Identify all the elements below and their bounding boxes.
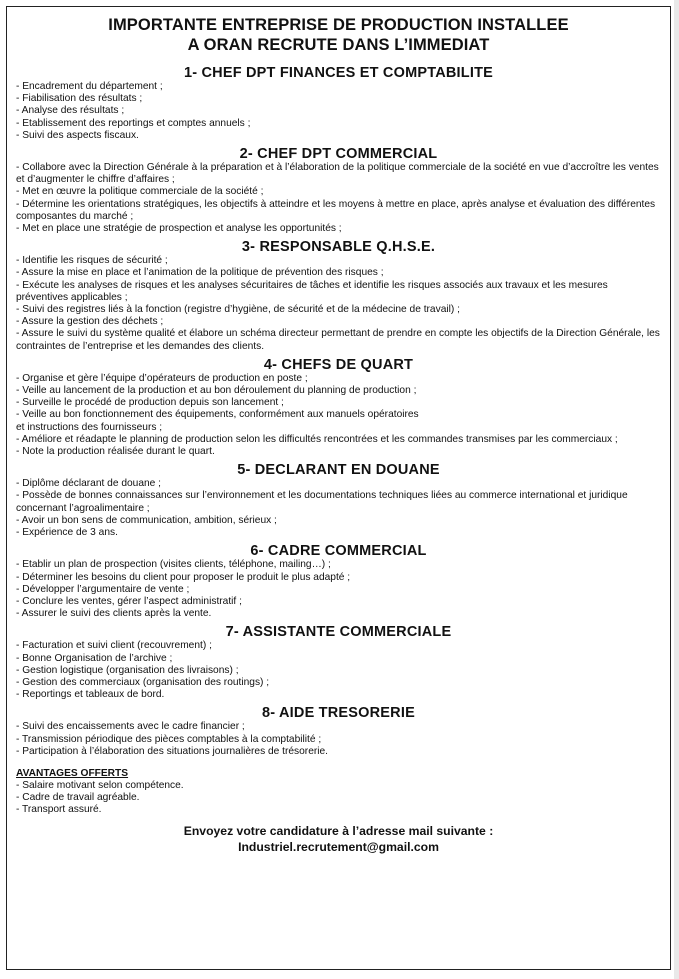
list-item: - Collabore avec la Direction Générale à la préparation et à l’élaboration de la politique commerciale de la société en vue d’accroître les ventes et d’augmenter le chiffre d’affaires ; [16, 162, 659, 186]
list-item: - Veille au lancement de la production et au bon déroulement du planning de production ; [16, 385, 417, 397]
section-title: 5- DECLARANT EN DOUANE [237, 462, 440, 479]
job-advert [6, 6, 671, 970]
section-list [16, 255, 661, 353]
list-item: - Etablissement des reportings et comptes annuels ; [16, 117, 251, 129]
list-item: - Déterminer les besoins du client pour proposer le produit le plus adapté ; [16, 571, 351, 583]
section-title: 1- CHEF DPT FINANCES ET COMPTABILITE [183, 65, 494, 81]
list-item: et instructions des fournisseurs ; [16, 421, 163, 433]
section-title: 8- AIDE TRESORERIE [262, 705, 415, 722]
list-item: - Transport assuré. [16, 804, 102, 816]
list-item: - Encadrement du département ; [16, 81, 163, 92]
list-item: - Conclure les ventes, gérer l’aspect administratif ; [16, 595, 242, 607]
list-item: - Cadre de travail agréable. [16, 792, 140, 804]
list-item: - Améliore et réadapte le planning de production selon les difficultés rencontrées et les commandes transmises par les commerciaux ; [16, 433, 618, 445]
list-item: - Met en place une stratégie de prospection et analyse les opportunités ; [16, 223, 342, 235]
advert-title-line-1: IMPORTANTE ENTREPRISE DE PRODUCTION INSTALLEE [108, 16, 569, 34]
section-title: 3- RESPONSABLE Q.H.S.E. [241, 239, 436, 256]
advert-title-line-2: A ORAN RECRUTE DANS L’IMMEDIAT [187, 36, 490, 54]
list-item: - Détermine les orientations stratégiques, les objectifs à atteindre et les moyens à mettre en place, après analyse et évaluation des différentes composantes du marché ; [16, 198, 656, 222]
section-list [16, 559, 661, 620]
advantages-list [16, 780, 661, 817]
list-item: - Surveille le procédé de production depuis son lancement ; [16, 397, 284, 409]
section-title: 2- CHEF DPT COMMERCIAL [239, 146, 438, 163]
list-item: - Organise et gère l’équipe d’opérateurs de production en poste ; [16, 372, 308, 384]
application-instruction: Envoyez votre candidature à l’adresse mail suivante : [183, 823, 494, 838]
list-item: - Analyse des résultats ; [16, 105, 125, 117]
list-item: - Gestion logistique (organisation des livraisons) ; [16, 664, 239, 676]
section-list [16, 81, 661, 142]
list-item: - Expérience de 3 ans. [16, 527, 118, 539]
list-item: - Reportings et tableaux de bord. [16, 689, 165, 701]
list-item: - Met en œuvre la politique commerciale de la société ; [16, 186, 264, 198]
list-item: - Etablir un plan de prospection (visites clients, téléphone, mailing…) ; [16, 559, 331, 571]
list-item: - Transmission périodique des pièces comptables à la comptabilité ; [16, 733, 322, 745]
list-item: - Développer l’argumentaire de vente ; [16, 583, 190, 595]
section-title: 6- CADRE COMMERCIAL [250, 543, 427, 560]
section-list [16, 478, 661, 539]
page-edge-shadow [674, 0, 679, 979]
section-list [16, 162, 661, 235]
advantages-title: AVANTAGES OFFERTS [16, 767, 129, 779]
list-item: - Participation à l’élaboration des situations journalières de trésorerie. [16, 745, 329, 757]
contact-email: Industriel.recrutement@gmail.com [238, 839, 439, 854]
list-item: - Facturation et suivi client (recouvrement) ; [16, 640, 212, 652]
list-item: - Fiabilisation des résultats ; [16, 93, 143, 105]
list-item: - Veille au bon fonctionnement des équipements, conformément aux manuels opératoires [16, 409, 419, 421]
list-item: - Salaire motivant selon compétence. [16, 779, 184, 791]
section-list [16, 373, 661, 458]
section-list [16, 640, 661, 701]
section-list [16, 721, 661, 758]
section-title: 4- CHEFS DE QUART [263, 356, 414, 373]
list-item: - Gestion des commerciaux (organisation des routings) ; [16, 676, 270, 688]
list-item: - Note la production réalisée durant le quart. [16, 446, 215, 458]
section-title: 7- ASSISTANTE COMMERCIALE [225, 624, 452, 641]
list-item: - Assurer le suivi des clients après la vente. [16, 608, 212, 620]
list-item: - Possède de bonnes connaissances sur l’environnement et les documentations techniques liées au commerce international et juridique concernant l’agroalimentaire ; [16, 490, 628, 514]
list-item: - Exécute les analyses de risques et les analyses sécuritaires de tâches et identifie les risques associés aux travaux et les mesures préventives applicables ; [16, 279, 608, 303]
list-item: - Assure la gestion des déchets ; [16, 316, 164, 328]
list-item: - Suivi des aspects fiscaux. [16, 129, 139, 141]
list-item: - Identifie les risques de sécurité ; [16, 255, 168, 267]
list-item: - Assure le suivi du système qualité et élabore un schéma directeur permettant de prendre en compte les objectifs de la Direction Générale, les contraintes de l’entreprise et les demandes des clients. [16, 328, 660, 352]
list-item: - Assure la mise en place et l’animation de la politique de prévention des risques ; [16, 267, 384, 279]
sections-container [16, 65, 661, 758]
list-item: - Avoir un bon sens de communication, ambition, sérieux ; [16, 514, 277, 526]
list-item: - Suivi des registres liés à la fonction (registre d’hygiène, de sécurité et de la médecine de travail) ; [16, 304, 460, 316]
list-item: - Suivi des encaissements avec le cadre financier ; [16, 721, 245, 733]
list-item: - Bonne Organisation de l’archive ; [16, 652, 173, 664]
list-item: - Diplôme déclarant de douane ; [16, 478, 161, 490]
